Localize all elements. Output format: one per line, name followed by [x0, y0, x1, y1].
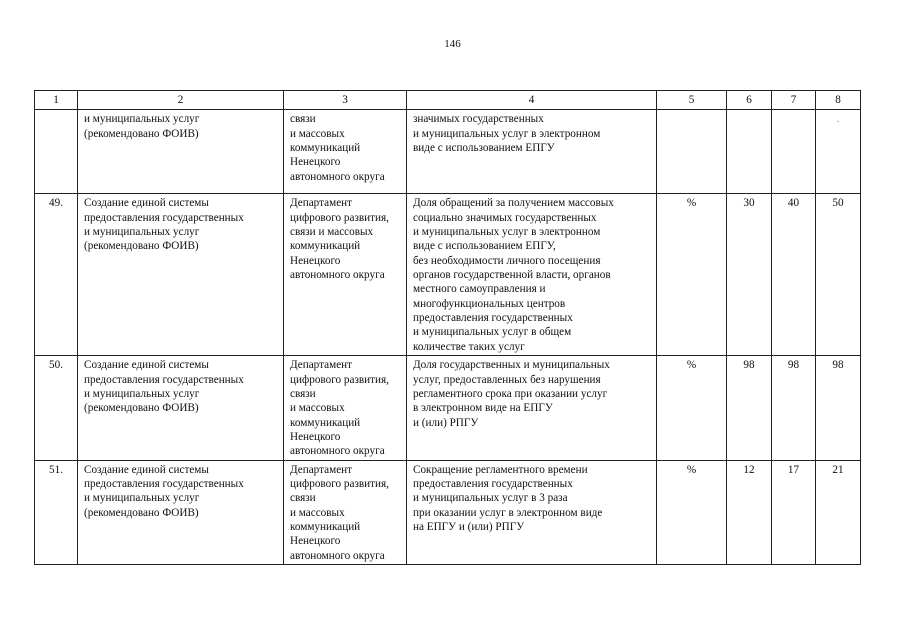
header-cell-3: 3 [284, 91, 407, 110]
executor-cell: Департамент цифрового развития, связи и массовых коммуникаций Ненецкого автономного округа [284, 460, 407, 564]
unit-cell: % [657, 356, 727, 460]
table-row-50 [35, 356, 861, 460]
header-cell-7: 7 [772, 91, 816, 110]
indicators-table [34, 90, 861, 565]
value-cell-8: 21 [816, 460, 861, 564]
table-row-continuation [35, 110, 861, 194]
page-number: 146 [444, 38, 461, 50]
indicator-cell: Доля государственных и муниципальных услуг, предоставленных без нарушения регламентного срока при оказании услуг в электронном виде на ЕПГУ и (или) РПГУ [407, 356, 657, 460]
indicator-cell: значимых государственных и муниципальных услуг в электронном виде с использованием ЕПГУ [407, 110, 657, 194]
header-cell-4: 4 [407, 91, 657, 110]
header-cell-5: 5 [657, 91, 727, 110]
table-row-49 [35, 194, 861, 356]
header-cell-8: 8 [816, 91, 861, 110]
row-number-cell: 51. [35, 460, 78, 564]
indicator-cell: Сокращение регламентного времени предоставления государственных и муниципальных услуг в 3 раза при оказании услуг в электронном виде на ЕПГУ и (или) РПГУ [407, 460, 657, 564]
executor-cell: Департамент цифрового развития, связи и массовых коммуникаций Ненецкого автономного округа [284, 194, 407, 356]
task-cell: Создание единой системы предоставления государственных и муниципальных услуг (рекомендовано ФОИВ) [78, 194, 284, 356]
value-cell-8: 50 [816, 194, 861, 356]
task-cell: и муниципальных услуг (рекомендовано ФОИВ) [78, 110, 284, 194]
table-row-51 [35, 460, 861, 564]
value-cell-7: 98 [772, 356, 816, 460]
value-cell-6: 12 [727, 460, 772, 564]
value-cell-6: 98 [727, 356, 772, 460]
executor-cell: связи и массовых коммуникаций Ненецкого автономного округа [284, 110, 407, 194]
indicator-cell: Доля обращений за получением массовых социально значимых государственных и муниципальных услуг в электронном виде с использованием ЕПГУ, без необходимости личного посещения органов государственной власти, органов местного самоуправления и многофункциональных центров предоставления государственных и муниципальных услуг в общем количестве таких услуг [407, 194, 657, 356]
value-cell-6: 30 [727, 194, 772, 356]
value-cell-7: 40 [772, 194, 816, 356]
unit-cell: % [657, 460, 727, 564]
row-number-cell: 49. [35, 194, 78, 356]
value-cell-8: 98 [816, 356, 861, 460]
value-cell-8: . [816, 110, 861, 194]
row-number-cell: 50. [35, 356, 78, 460]
unit-cell: % [657, 194, 727, 356]
task-cell: Создание единой системы предоставления государственных и муниципальных услуг (рекомендовано ФОИВ) [78, 356, 284, 460]
header-cell-6: 6 [727, 91, 772, 110]
unit-cell [657, 110, 727, 194]
value-cell-7 [772, 110, 816, 194]
header-cell-1: 1 [35, 91, 78, 110]
executor-cell: Департамент цифрового развития, связи и массовых коммуникаций Ненецкого автономного округа [284, 356, 407, 460]
row-number-cell [35, 110, 78, 194]
header-cell-2: 2 [78, 91, 284, 110]
value-cell-6 [727, 110, 772, 194]
value-cell-7: 17 [772, 460, 816, 564]
header-row [35, 91, 861, 110]
task-cell: Создание единой системы предоставления государственных и муниципальных услуг (рекомендовано ФОИВ) [78, 460, 284, 564]
